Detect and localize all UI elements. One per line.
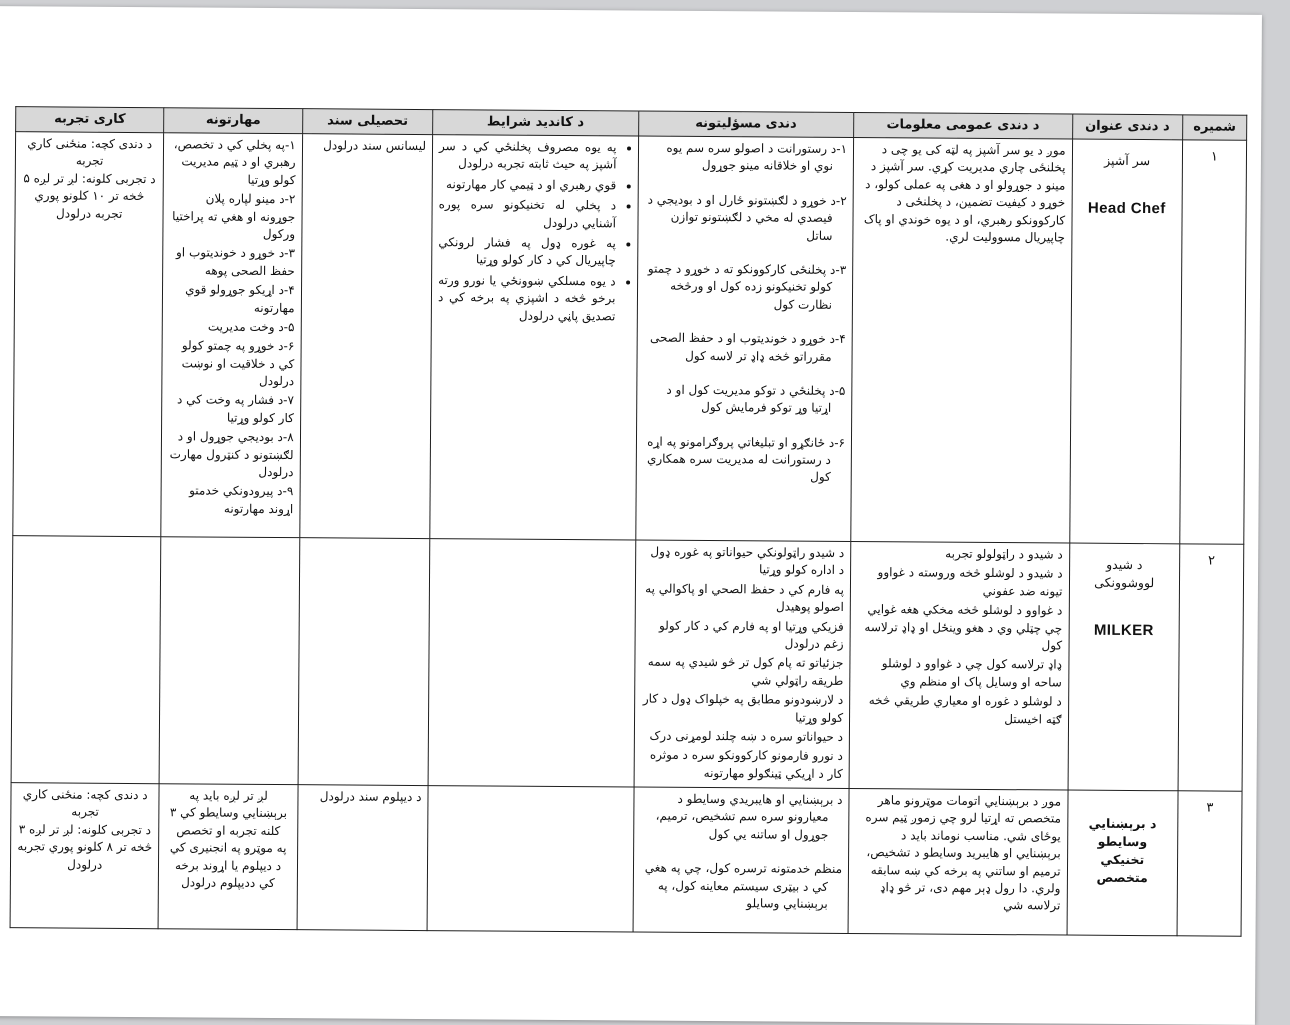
header-candidate-conditions: د کاندید شرایط [433,110,639,136]
header-education-document: تحصیلی سند [302,109,432,135]
row3-title-cell [1067,790,1178,936]
header-job-title: د دندی عنوان [1072,114,1182,140]
row3-responsibilities-cell [633,787,850,934]
row1-responsibilities-cell [635,136,853,541]
row1-education-text: لیسانس سند درلودل [323,138,427,154]
header-skills: مهارتونه [164,108,302,134]
row3-general-info-text: موږ د برېښنایي اتومات موټرونو ماهر متخصص ته اړتیا لرو چي زموږ ټیم سره یوځای شي. مناسب نوماند باید د برېښنایي او هایبرید وسایطو د تشخیص، ترمیم او ساتني په برخه کي ښه سابقه ولري. دا رول ډېر مهم دی، تر څو ډاډ ترلاسه شي [865,793,1062,913]
row2-responsibilities-list: د شیدو راټولونکي حیواناتو په غوره ډول د اداره کولو وړتیا په فارم کي د حفظ الصحي او پاکوالي په اصولو پوهیدل فزیکي وړتیا او په فارم کي د کار کولو زغم درلودل جزئیاتو ته پام کول تر څو شیدي په سمه طریقه راټولي شي د لارښودونو مطابق په خپلواک ډول د کار کولو وړتیا د حیواناتو سره د ښه چلند لومړنی درک د نورو فارمونو کارکوونکو سره د موثره کار د اړیکي ټینګولو مهارتونه [642,544,845,781]
header-responsibilities: دندی مسؤلیتونه [638,111,854,138]
row2-responsibilities-cell [634,540,851,789]
job-table-wrap [10,106,1250,937]
table-row [13,132,1247,545]
row1-title: سر آشپز [1104,152,1151,169]
row2-title-cell [1068,543,1180,791]
document-page [0,6,1262,1025]
header-number: شمیره [1182,115,1246,140]
row1-number: ۱ [1180,140,1247,544]
row3-skills-cell [158,784,297,930]
table-row [10,783,1242,937]
row1-experience-text: د دندی کچه: منځنی کاري تجربه د تجربی کلونه: لږ تر لږه ۵ څخه تر ۱۰ کلونو پوري تجربه درلودل [23,136,156,221]
row2-experience-cell [11,536,161,784]
row2-skills-cell [159,537,299,785]
row3-number: ۳ [1177,791,1242,937]
job-descriptions-table [10,106,1248,937]
row1-general-info-text: موږ د یو سر آشپز په لټه کی یو چی د پخلنځی چاري مدیریت کړي. سر آشپز د مینو د جوړولو او د هغی په عملی کولو، د خوړو د کیفیت تضمین، د پخلنځی د کارکوونکو رهبري، او د یوه خوندي او پاک چاپیریال مسوولیت لري. [863,142,1066,245]
row3-general-info-cell [848,789,1068,936]
row1-education-cell [300,134,433,539]
row1-conditions-cell [430,135,638,540]
header-work-experience: کاری تجربه [16,107,165,133]
row2-general-info-cell [849,542,1069,791]
row3-experience-cell [10,783,159,929]
header-general-info: د دندی عمومی معلومات [854,113,1073,140]
row2-general-info-list: د شیدو د راټولولو تجربه د شیدو د لوشلو څخه وروسته د غواوو تیونه ضد عفوني د غواوو د لوشلو څخه مخکي هغه غوایي چي چټلي وي د هغو وینځل او ډاډ ترلاسه کول ډاډ ترلاسه کول چي د غواوو د لوشلو ساحه او وسایل پاک او منظم وي د لوشلو د غوره او معیاري طریقي څخه ګټه اخیستل [864,546,1063,727]
row2-education-cell [298,538,430,786]
row1-title-cell [1069,139,1182,544]
row1-title-en: Head Chef [1087,199,1166,218]
row2-number: ۲ [1178,544,1244,792]
row3-title: د برېښنایي وسایطو تخنیکي متخصص [1088,815,1157,886]
row2-title-en: MILKER [1093,621,1154,640]
row1-conditions-list: • په یوه مصروف پخلنځي کي د سر آشپز په حیث ثابته تجربه درلودل • قوي رهبري او د ټیمي کار مهارتونه • د پخلي له تخنیکونو سره پوره آشنایي درلودل • په غوره ډول په فشار لرونکي چاپیریال کي د کار کولو وړتیا • د یوه مسلکي ښوونځي یا نورو ورته برخو څخه د اشپزي په برخه کي د تصدیق پاڼي درلودل [438,138,632,325]
row1-skills-list: ۱-په پخلي کي د تخصص، رهبري او د ټیم مدیریت کولو وړتیا ۲-د مینو لپاره پلان جوړونه او هغي ته پراختیا ورکول ۳-د خوړو د خوندیتوب او حفظ الصحی پوهه ۴-د اړیکو جوړولو قوي مهارتونه ۵-د وخت مدیریت ۶-د خوړو په چمتو کولو کي د خلاقیت او نوښت درلودل ۷-د فشار په وخت کي د کار کولو وړتیا ۸-د بودیجي جوړول او د لګښتونو د کنټرول مهارت درلودل ۹-د پیرودونکي خدمتو اړوند مهارتونه [169,137,296,516]
table-row [11,536,1244,792]
row3-skills-text: لږ تر لږه باید په برېښنایي وسایطو کي ۳ کلنه تجربه او تخصص په موټرو په انجنیری کي د دیپلوم یا اړوند برخه کي ددیپلوم درلودل [169,788,288,891]
row3-conditions-cell [427,786,634,933]
row1-general-info-cell [851,138,1072,544]
row3-responsibilities-list: د برېښنایي او هایبریدي وسایطو د معیارونو سره سم تشخیص، ترمیم، جوړول او ساتنه یي کول منظم خدمتونه ترسره کول، چي په هغي کي د بیټری سیستم معاینه کول، په برېښنایي وسایلو [644,791,843,911]
row2-title: د شیدو لووشوونکی [1094,556,1155,591]
row1-experience-cell [13,132,164,537]
row2-conditions-cell [428,539,635,788]
row3-education-cell [297,785,428,931]
row3-experience-text: د دندی کچه: منځنی کاري تجربه د تجربی کلونه: لږ تر لږه ۳ څخه تر ۸ کلونو پوري تجربه درلودل [17,787,153,872]
row1-skills-cell [161,133,302,538]
row1-responsibilities-list: ۱-د رستورانت د اصولو سره سم یوه نوي او خلاقانه مینو جوړول ۲-د خوړو د لګښتونو ځارل او د بودیجي د فیصدي له مخي د لګښتونو توازن ساتل ۳-د پخلنځی کارکوونکو ته د خوړو د چمتو کولو تخنیکونو زده کول او ورڅخه نظارت کول ۴-د خوړو د خوندیتوب او د حفظ الصحی مقرراتو څخه ډاډ تر لاسه کول ۵-د پخلنځي د توکو مدیریت کول او د اړتیا وړ توکو فرمایش کول ۶-د ځانګړو او تبلیغاتي پروګرامونو په اړه د رستورانت له مدیریت سره همکاري کول [646,140,848,485]
row3-education-text: د دیپلوم سند درلودل [319,789,422,805]
